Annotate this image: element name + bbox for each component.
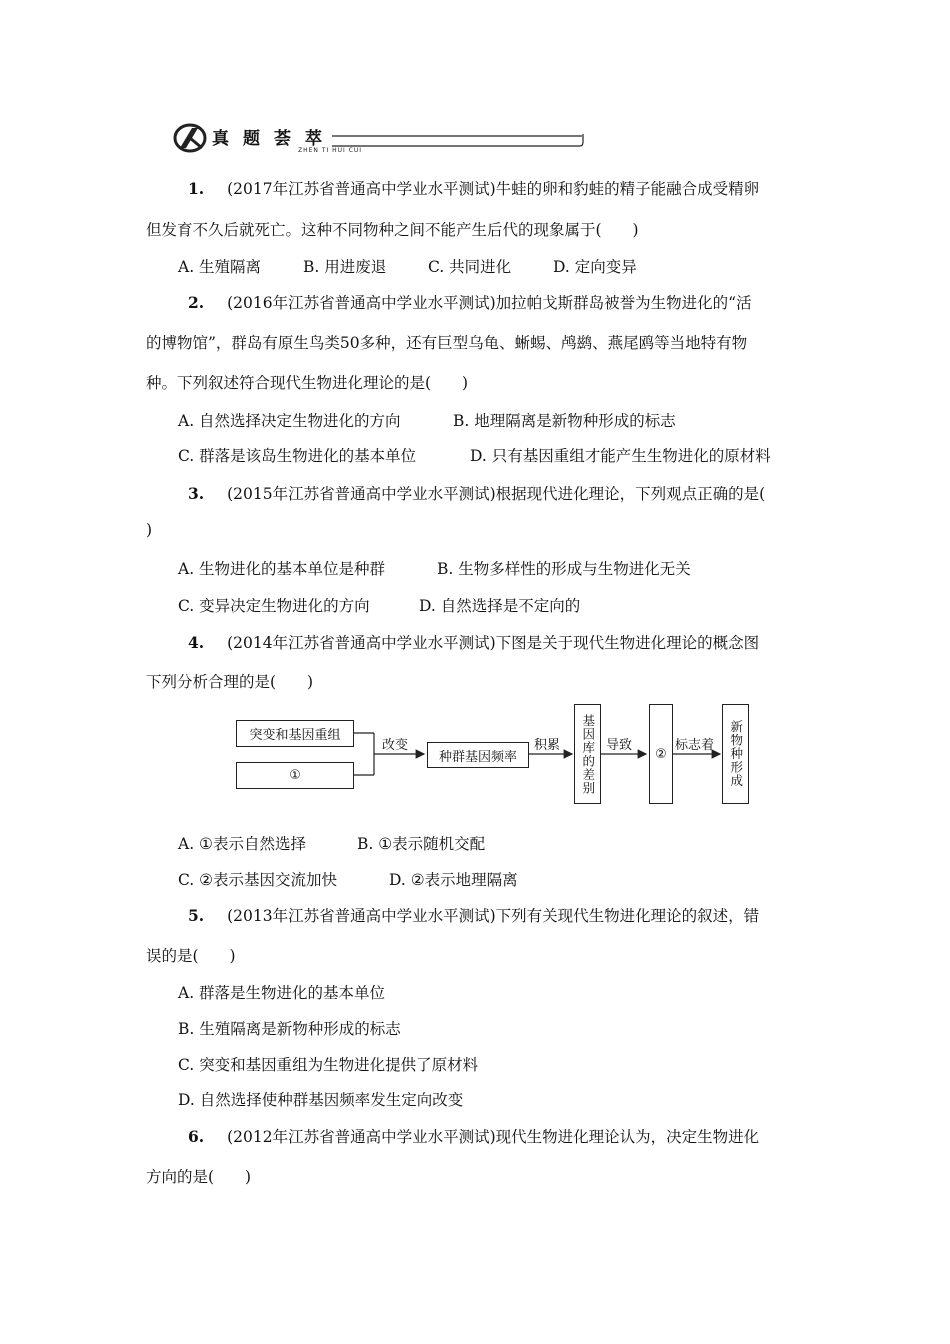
question-4-line-2: 下列分析合理的是( ) — [146, 673, 314, 691]
question-4-option-a: A. ①表示自然选择 — [178, 835, 306, 853]
question-text: (2017年江苏省普通高中学业水平测试)牛蛙的卵和豹蛙的精子能融合成受精卵 — [227, 180, 760, 198]
question-number: 1. — [188, 179, 205, 198]
question-3-option-c: C. 变异决定生物进化的方向 — [178, 597, 370, 615]
question-5-line-2: 误的是( ) — [146, 947, 236, 965]
question-4-option-d: D. ②表示地理隔离 — [389, 871, 518, 889]
box-new-species: 新物种形成 — [722, 704, 749, 804]
banner-logo-icon — [172, 122, 208, 154]
question-2-line-1 — [188, 291, 752, 313]
question-5-option-d: D. 自然选择使种群基因频率发生定向改变 — [178, 1091, 464, 1109]
banner-pinyin: ZHEN TI HUI CUI — [298, 147, 363, 154]
question-3-option-a: A. 生物进化的基本单位是种群 — [178, 560, 386, 578]
question-number: 2. — [188, 293, 205, 312]
question-3-option-b: B. 生物多样性的形成与生物进化无关 — [437, 560, 691, 578]
question-2-option-c: C. 群落是该岛生物进化的基本单位 — [178, 447, 417, 465]
question-5-option-b: B. 生殖隔离是新物种形成的标志 — [178, 1020, 401, 1038]
question-text: (2013年江苏省普通高中学业水平测试)下列有关现代生物进化理论的叙述，错 — [227, 907, 760, 925]
label-accumulate: 积累 — [534, 738, 561, 753]
question-5-line-1 — [188, 904, 759, 926]
question-number: 4. — [188, 633, 205, 652]
question-1-line-1 — [188, 177, 759, 199]
box-mutation-recombination: 突变和基因重组 — [236, 720, 354, 747]
question-5-option-a: A. 群落是生物进化的基本单位 — [178, 984, 386, 1002]
question-1-option-b: B. 用进废退 — [303, 258, 387, 276]
question-4-line-1 — [188, 631, 759, 653]
question-2-option-a: A. 自然选择决定生物进化的方向 — [178, 412, 401, 430]
question-text: (2015年江苏省普通高中学业水平测试)根据现代进化理论，下列观点正确的是( — [227, 485, 766, 503]
label-lead-to: 导致 — [606, 738, 633, 753]
box-gene-frequency: 种群基因频率 — [427, 742, 529, 768]
question-5-option-c: C. 突变和基因重组为生物进化提供了原材料 — [178, 1056, 479, 1074]
question-text: (2016年江苏省普通高中学业水平测试)加拉帕戈斯群岛被誉为生物进化的“活 — [227, 294, 752, 312]
question-1-line-2: 但发育不久后就死亡。这种不同物种之间不能产生后代的现象属于( ) — [146, 221, 639, 239]
section-banner — [172, 120, 417, 160]
question-1-option-a: A. 生殖隔离 — [178, 258, 262, 276]
question-3-line-1 — [188, 482, 765, 504]
banner-underline — [332, 132, 584, 148]
question-3-option-d: D. 自然选择是不定向的 — [419, 597, 581, 615]
question-6-line-2: 方向的是( ) — [146, 1168, 252, 1186]
banner-title: 真题荟萃 — [212, 129, 336, 149]
question-6-line-1 — [188, 1125, 759, 1147]
question-text: (2012年江苏省普通高中学业水平测试)现代生物进化理论认为，决定生物进化 — [227, 1128, 760, 1146]
question-4-option-b: B. ①表示随机交配 — [357, 835, 486, 853]
box-gene-pool-difference: 基因库的差别 — [574, 704, 601, 804]
concept-diagram — [232, 700, 792, 810]
box-factor-2: ② — [649, 704, 673, 804]
question-number: 3. — [188, 484, 205, 503]
question-number: 5. — [188, 906, 205, 925]
question-2-option-d: D. 只有基因重组才能产生生物进化的原材料 — [470, 447, 771, 465]
question-4-option-c: C. ②表示基因交流加快 — [178, 871, 338, 889]
question-1-option-c: C. 共同进化 — [428, 258, 512, 276]
question-3-line-2: ) — [146, 521, 153, 539]
label-marks: 标志着 — [675, 738, 715, 753]
box-factor-1: ① — [236, 762, 354, 789]
question-number: 6. — [188, 1127, 205, 1146]
question-1-option-d: D. 定向变异 — [553, 258, 637, 276]
question-2-line-3: 种。下列叙述符合现代生物进化理论的是( ) — [146, 374, 469, 392]
label-change: 改变 — [382, 738, 409, 753]
question-2-option-b: B. 地理隔离是新物种形成的标志 — [453, 412, 676, 430]
question-text: (2014年江苏省普通高中学业水平测试)下图是关于现代生物进化理论的概念图 — [227, 634, 760, 652]
question-2-line-2: 的博物馆”，群岛有原生鸟类50多种，还有巨型乌龟、蜥蜴、鸬鹚、燕尾鸥等当地特有物 — [146, 334, 748, 352]
